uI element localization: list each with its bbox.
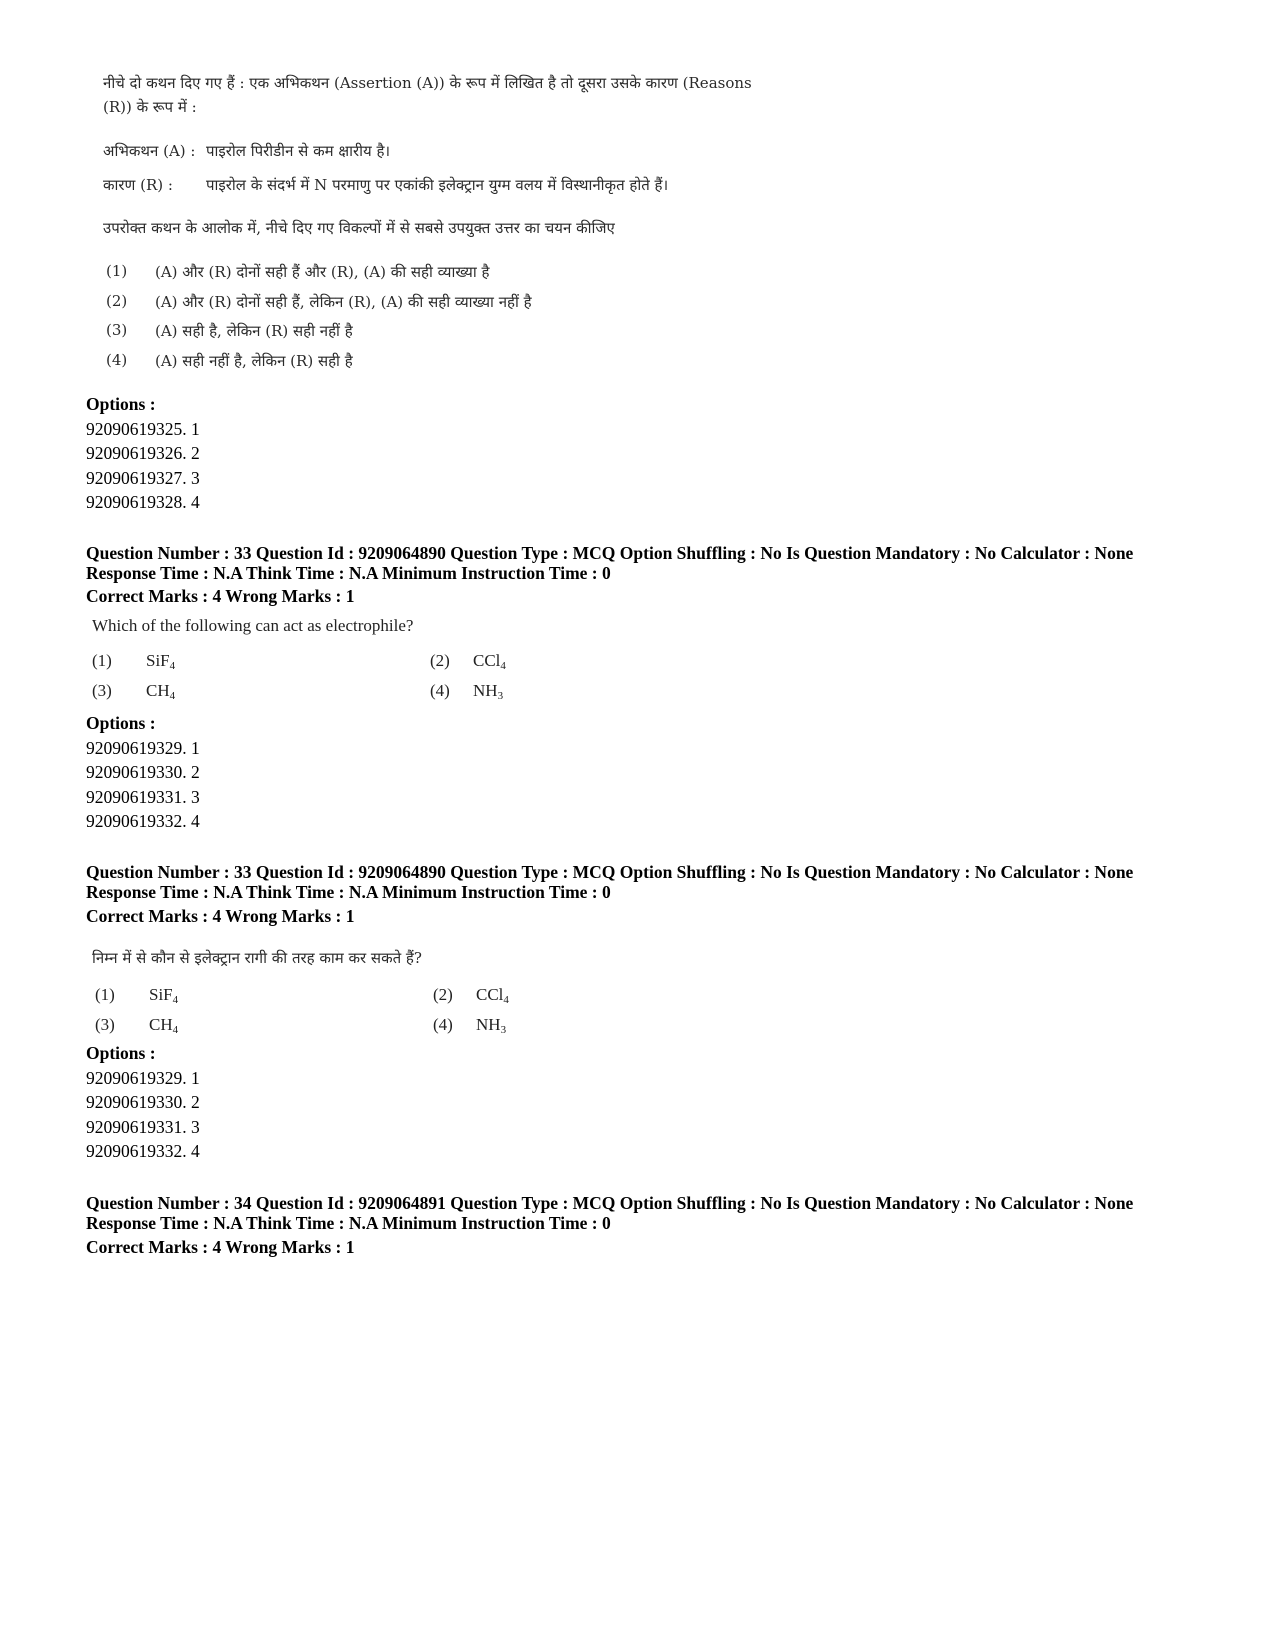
question-header: Question Number : 33 Question Id : 9209064890 Question Type : MCQ Option Shuffling : No Is Question Mandatory : No Calculator : None: [86, 862, 1134, 882]
options-block: [86, 392, 200, 515]
choice-number: (4): [433, 1015, 453, 1034]
formula-nh3: $NH_3$: [476, 1015, 507, 1036]
choice-text: (A) और (R) दोनों सही हैं, लेकिन (R), (A) की सही व्याख्या नहीं है: [155, 293, 532, 311]
question-header: Question Number : 33 Question Id : 9209064890 Question Type : MCQ Option Shuffling : No Is Question Mandatory : No Calculator : None: [86, 543, 1134, 563]
question-header: Question Number : 34 Question Id : 9209064891 Question Type : MCQ Option Shuffling : No Is Question Mandatory : No Calculator : None: [86, 1193, 1134, 1213]
options-label: Options :: [86, 713, 156, 733]
option-id: 92090619329. 1: [86, 1067, 200, 1088]
options-label: Options :: [86, 1043, 156, 1063]
assertion-label: अभिकथन (A) :: [103, 142, 196, 160]
assertion-text: पाइरोल पिरीडीन से कम क्षारीय है।: [206, 142, 391, 160]
question-text: निम्न में से कौन से इलेक्ट्रान रागी की तरह काम कर सकते हैं?: [92, 949, 422, 967]
question-text: Which of the following can act as electrophile?: [92, 616, 414, 635]
option-id: 92090619325. 1: [86, 418, 200, 439]
choice-number: (1): [92, 651, 112, 670]
choice-number: (3): [92, 681, 112, 700]
option-id: 92090619332. 4: [86, 811, 200, 831]
formula-sif4: SiF$_4$: [146, 651, 176, 672]
assertion-intro-line2: (R)) के रूप में :: [103, 98, 197, 116]
formula-ch4: $CH_4$: [149, 1015, 179, 1036]
option-id: 92090619326. 2: [86, 443, 200, 463]
formula-nh3: $NH_3$: [473, 681, 504, 702]
choice-text: (A) सही है, लेकिन (R) सही नहीं है: [155, 322, 353, 340]
choice-number: (2): [106, 292, 128, 310]
reason-text: पाइरोल के संदर्भ में N परमाणु पर एकांकी इलेक्ट्रान युग्म वलय में विस्थानीकृत होते हैं।: [206, 176, 669, 194]
reason-label: कारण (R) :: [103, 176, 173, 194]
choice-number: (4): [106, 351, 128, 369]
option-id: 92090619330. 2: [86, 1092, 200, 1112]
marks-line: Correct Marks : 4 Wrong Marks : 1: [86, 1237, 355, 1257]
option-id: 92090619327. 3: [86, 467, 200, 488]
marks-line: Correct Marks : 4 Wrong Marks : 1: [86, 586, 355, 606]
options-block: [86, 711, 200, 834]
response-time-line: Response Time : N.A Think Time : N.A Minimum Instruction Time : 0: [86, 1213, 611, 1233]
formula-ccl4: CCl$_4$: [476, 985, 509, 1006]
instruction-text: उपरोक्त कथन के आलोक में, नीचे दिए गए विकल्पों में से सबसे उपयुक्त उत्तर का चयन कीजिए: [103, 219, 615, 237]
choice-number: (4): [430, 681, 450, 700]
option-id: 92090619331. 3: [86, 1116, 200, 1137]
options-label: Options :: [86, 394, 156, 414]
assertion-intro-line1: नीचे दो कथन दिए गए हैं : एक अभिकथन (Assertion (A)) के रूप में लिखित है तो दूसरा उसके कारण (Reasons: [103, 74, 752, 92]
formula-ccl4: CCl$_4$: [473, 651, 506, 672]
choice-text: (A) और (R) दोनों सही हैं और (R), (A) की सही व्याख्या है: [155, 263, 490, 281]
response-time-line: Response Time : N.A Think Time : N.A Minimum Instruction Time : 0: [86, 882, 611, 902]
options-block: [86, 1041, 200, 1164]
formula-ch4: $CH_4$: [146, 681, 176, 702]
choice-text: (A) सही नहीं है, लेकिन (R) सही है: [155, 352, 353, 370]
option-id: 92090619329. 1: [86, 737, 200, 758]
choice-number: (1): [106, 262, 128, 280]
choice-number: (1): [95, 985, 115, 1004]
option-id: 92090619331. 3: [86, 786, 200, 807]
option-id: 92090619328. 4: [86, 492, 200, 512]
choice-number: (3): [95, 1015, 115, 1034]
formula-sif4: SiF$_4$: [149, 985, 179, 1006]
choice-number: (2): [430, 651, 450, 670]
choice-number: (2): [433, 985, 453, 1004]
marks-line: Correct Marks : 4 Wrong Marks : 1: [86, 906, 355, 926]
option-id: 92090619332. 4: [86, 1141, 200, 1161]
choice-number: (3): [106, 321, 128, 339]
option-id: 92090619330. 2: [86, 762, 200, 782]
response-time-line: Response Time : N.A Think Time : N.A Minimum Instruction Time : 0: [86, 563, 611, 583]
